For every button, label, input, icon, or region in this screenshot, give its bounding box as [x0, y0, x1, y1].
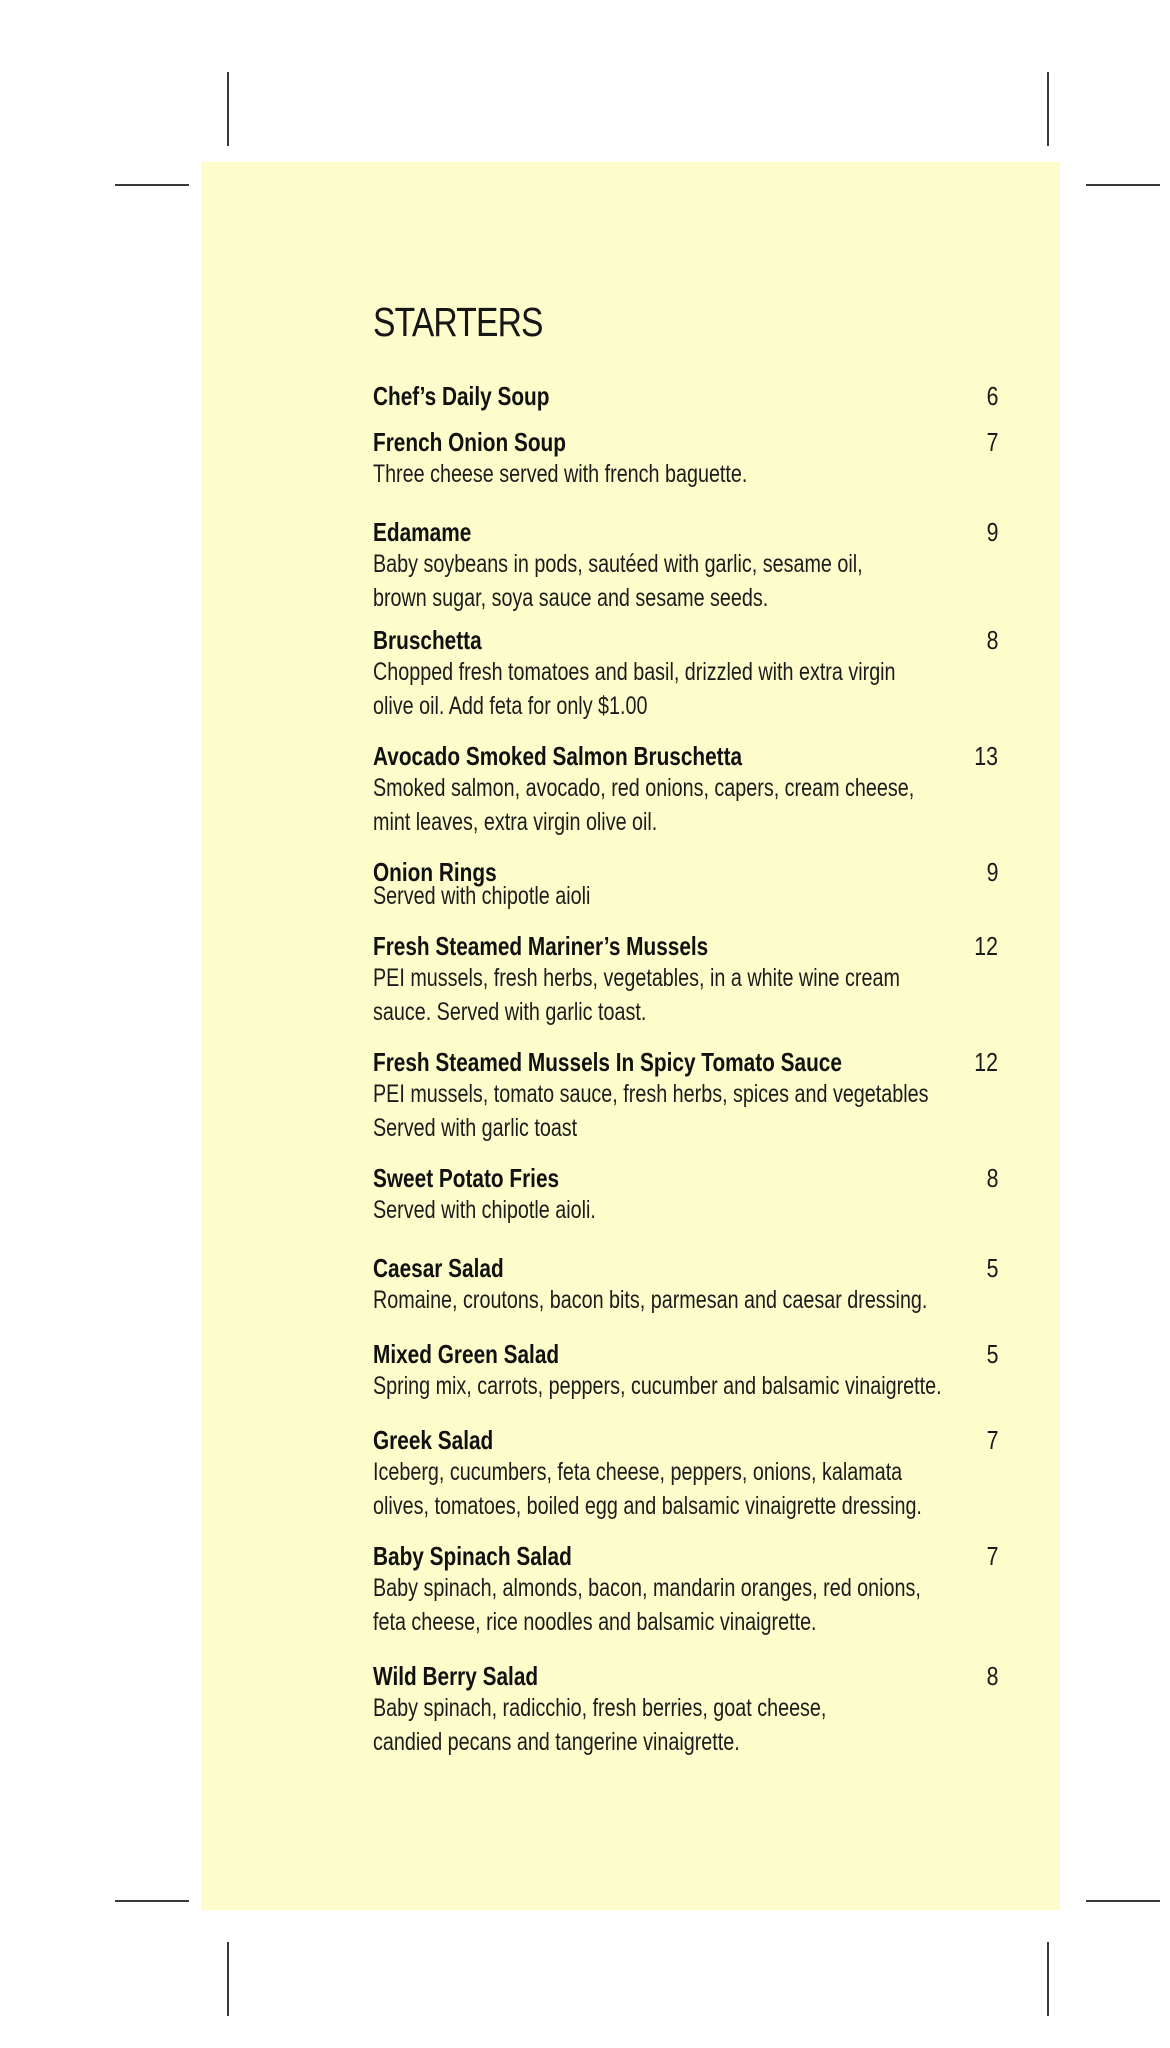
starters-menu [373, 299, 998, 1759]
crop-mark-bottom-right-horizontal [1086, 1900, 1160, 1902]
menu-item-price: 7 [986, 1541, 998, 1571]
menu-item-description [373, 771, 995, 839]
menu-item [373, 931, 998, 1029]
description-line: Spring mix, carrots, peppers, cucumber and balsamic vinaigrette. [373, 1372, 942, 1400]
menu-item-header [373, 625, 998, 655]
menu-item-name: Avocado Smoked Salmon Bruschetta [373, 741, 743, 771]
menu-item-name: Baby Spinach Salad [373, 1541, 572, 1571]
menu-item [373, 1661, 998, 1759]
description-line: candied pecans and tangerine vinaigrette. [373, 1728, 740, 1756]
menu-item-header [373, 1047, 998, 1077]
menu-item-description [373, 1283, 995, 1317]
menu-items-list [373, 381, 998, 1759]
menu-item-header [373, 741, 998, 771]
menu-item-description [373, 547, 995, 615]
description-line: Romaine, croutons, bacon bits, parmesan and caesar dressing. [373, 1286, 928, 1314]
description-line: olives, tomatoes, boiled egg and balsamic vinaigrette dressing. [373, 1492, 922, 1520]
menu-item-header [373, 517, 998, 547]
menu-item-price: 7 [986, 427, 998, 457]
menu-item-price: 8 [986, 625, 998, 655]
description-line: PEI mussels, fresh herbs, vegetables, in a white wine cream [373, 964, 900, 992]
menu-item [373, 427, 998, 491]
crop-mark-bottom-left-horizontal [115, 1900, 189, 1902]
menu-item-price: 7 [986, 1425, 998, 1455]
section-title: STARTERS [373, 299, 543, 345]
menu-item-description [373, 1571, 995, 1639]
menu-item-header [373, 1541, 998, 1571]
menu-item-name: Sweet Potato Fries [373, 1163, 560, 1193]
menu-item [373, 1541, 998, 1639]
menu-item-price: 8 [986, 1163, 998, 1193]
menu-item-description [373, 655, 995, 723]
menu-item [373, 857, 998, 913]
menu-item [373, 517, 998, 615]
menu-item-name: Onion Rings [373, 857, 497, 887]
menu-item-name: Bruschetta [373, 625, 482, 655]
menu-item-name: Edamame [373, 517, 472, 547]
menu-item-header [373, 1661, 998, 1691]
menu-item-header [373, 1253, 998, 1283]
menu-item-header [373, 381, 998, 411]
description-line: brown sugar, soya sauce and sesame seeds. [373, 584, 769, 612]
menu-item-header [373, 427, 998, 457]
menu-item-description [373, 1369, 995, 1403]
menu-item-header [373, 1339, 998, 1369]
menu-item-name: Fresh Steamed Mariner’s Mussels [373, 931, 709, 961]
menu-item-header [373, 1163, 998, 1193]
menu-item-price: 5 [986, 1253, 998, 1283]
menu-item-price: 13 [974, 741, 998, 771]
menu-item-price: 6 [986, 381, 998, 411]
menu-item-description [373, 1455, 995, 1523]
menu-item-description [373, 961, 995, 1029]
menu-item-price: 9 [986, 857, 998, 887]
menu-item-description [373, 1077, 995, 1145]
menu-item [373, 1253, 998, 1317]
menu-item [373, 1163, 998, 1227]
menu-item-name: Wild Berry Salad [373, 1661, 539, 1691]
menu-item-name: Greek Salad [373, 1425, 494, 1455]
description-line: Iceberg, cucumbers, feta cheese, peppers, onions, kalamata [373, 1458, 903, 1486]
crop-mark-bottom-left-vertical [227, 1942, 229, 2016]
crop-mark-top-right-horizontal [1086, 184, 1160, 186]
menu-item-header [373, 1425, 998, 1455]
description-line: Baby spinach, almonds, bacon, mandarin oranges, red onions, [373, 1574, 921, 1602]
menu-item-price: 9 [986, 517, 998, 547]
crop-mark-top-left-horizontal [115, 184, 189, 186]
description-line: PEI mussels, tomato sauce, fresh herbs, spices and vegetables [373, 1080, 929, 1108]
menu-item-price: 12 [974, 931, 998, 961]
crop-mark-bottom-right-vertical [1047, 1942, 1049, 2016]
description-line: Smoked salmon, avocado, red onions, capers, cream cheese, [373, 774, 915, 802]
description-line: Served with chipotle aioli. [373, 1196, 596, 1224]
description-line: feta cheese, rice noodles and balsamic vinaigrette. [373, 1608, 817, 1636]
menu-item-name: Mixed Green Salad [373, 1339, 560, 1369]
description-line: Served with chipotle aioli [373, 882, 591, 910]
menu-item [373, 741, 998, 839]
description-line: Three cheese served with french baguette. [373, 460, 748, 488]
description-line: sauce. Served with garlic toast. [373, 998, 647, 1026]
menu-item-description [373, 879, 995, 913]
menu-item [373, 1425, 998, 1523]
description-line: mint leaves, extra virgin olive oil. [373, 808, 658, 836]
menu-item [373, 381, 998, 411]
description-line: Served with garlic toast [373, 1114, 578, 1142]
crop-mark-top-left-vertical [227, 72, 229, 146]
description-line: Baby spinach, radicchio, fresh berries, goat cheese, [373, 1694, 827, 1722]
menu-item-name: Caesar Salad [373, 1253, 504, 1283]
menu-item-header [373, 931, 998, 961]
description-line: Baby soybeans in pods, sautéed with garlic, sesame oil, [373, 550, 863, 578]
menu-item-price: 8 [986, 1661, 998, 1691]
menu-item-description [373, 457, 995, 491]
menu-item-name: French Onion Soup [373, 427, 566, 457]
crop-mark-top-right-vertical [1047, 72, 1049, 146]
description-line: Chopped fresh tomatoes and basil, drizzled with extra virgin [373, 658, 896, 686]
menu-item-name: Chef’s Daily Soup [373, 381, 550, 411]
menu-item-price: 5 [986, 1339, 998, 1369]
description-line: olive oil. Add feta for only $1.00 [373, 692, 648, 720]
menu-item [373, 625, 998, 723]
menu-item [373, 1047, 998, 1145]
menu-item-description [373, 1193, 995, 1227]
menu-item-description [373, 1691, 995, 1759]
menu-item [373, 1339, 998, 1403]
menu-item-price: 12 [974, 1047, 998, 1077]
menu-item-name: Fresh Steamed Mussels In Spicy Tomato Sauce [373, 1047, 842, 1077]
